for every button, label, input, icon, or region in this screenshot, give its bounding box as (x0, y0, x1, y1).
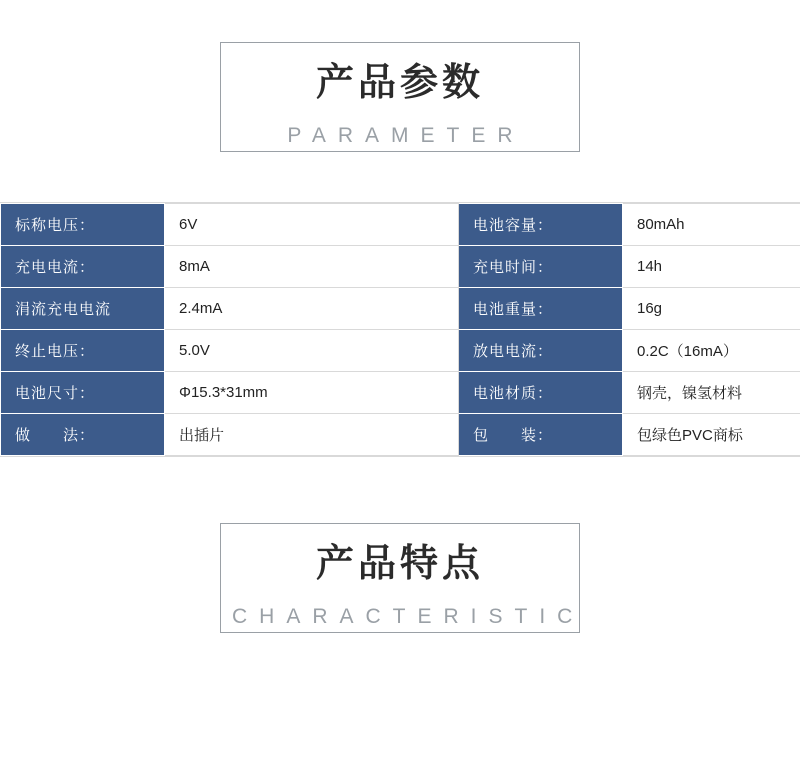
table-row (1, 372, 800, 414)
spec-value: 5.0V (165, 330, 459, 372)
spec-label: 涓流充电电流 (1, 288, 165, 330)
spec-value: 80mAh (623, 204, 800, 246)
spec-label: 标称电压： (1, 204, 165, 246)
table-row (1, 414, 800, 456)
characteristic-title-en: CHARACTERISTIC (220, 605, 580, 629)
parameter-title-row (220, 64, 580, 102)
spec-value: 16g (623, 288, 800, 330)
characteristic-section-heading (220, 523, 580, 633)
parameter-title-cn: 产品参数 (290, 64, 510, 102)
spec-label: 充电电流： (1, 246, 165, 288)
spec-label: 终止电压： (1, 330, 165, 372)
table-row (1, 330, 800, 372)
spec-value: 2.4mA (165, 288, 459, 330)
spec-label: 做 法： (1, 414, 165, 456)
spec-label: 电池材质： (459, 372, 623, 414)
characteristic-title-row (220, 545, 580, 583)
table-row (1, 204, 800, 246)
spec-value: 0.2C（16mA） (623, 330, 800, 372)
parameter-section-heading (220, 42, 580, 152)
spec-value: 8mA (165, 246, 459, 288)
spec-label: 电池尺寸： (1, 372, 165, 414)
spec-value: 6V (165, 204, 459, 246)
spec-table-wrapper (0, 202, 800, 457)
spec-value: Φ15.3*31mm (165, 372, 459, 414)
spec-label: 包 装： (459, 414, 623, 456)
table-row (1, 288, 800, 330)
characteristic-title-cn: 产品特点 (290, 545, 510, 583)
spec-value: 出插片 (165, 414, 459, 456)
spec-value: 包绿色PVC商标 (623, 414, 800, 456)
spec-label: 电池容量： (459, 204, 623, 246)
table-row (1, 246, 800, 288)
spec-table (0, 203, 800, 456)
spec-label: 电池重量： (459, 288, 623, 330)
parameter-title-en: PARAMETER (220, 124, 580, 148)
spec-value: 钢壳，镍氢材料 (623, 372, 800, 414)
spec-label: 充电时间： (459, 246, 623, 288)
spec-value: 14h (623, 246, 800, 288)
spec-label: 放电电流： (459, 330, 623, 372)
